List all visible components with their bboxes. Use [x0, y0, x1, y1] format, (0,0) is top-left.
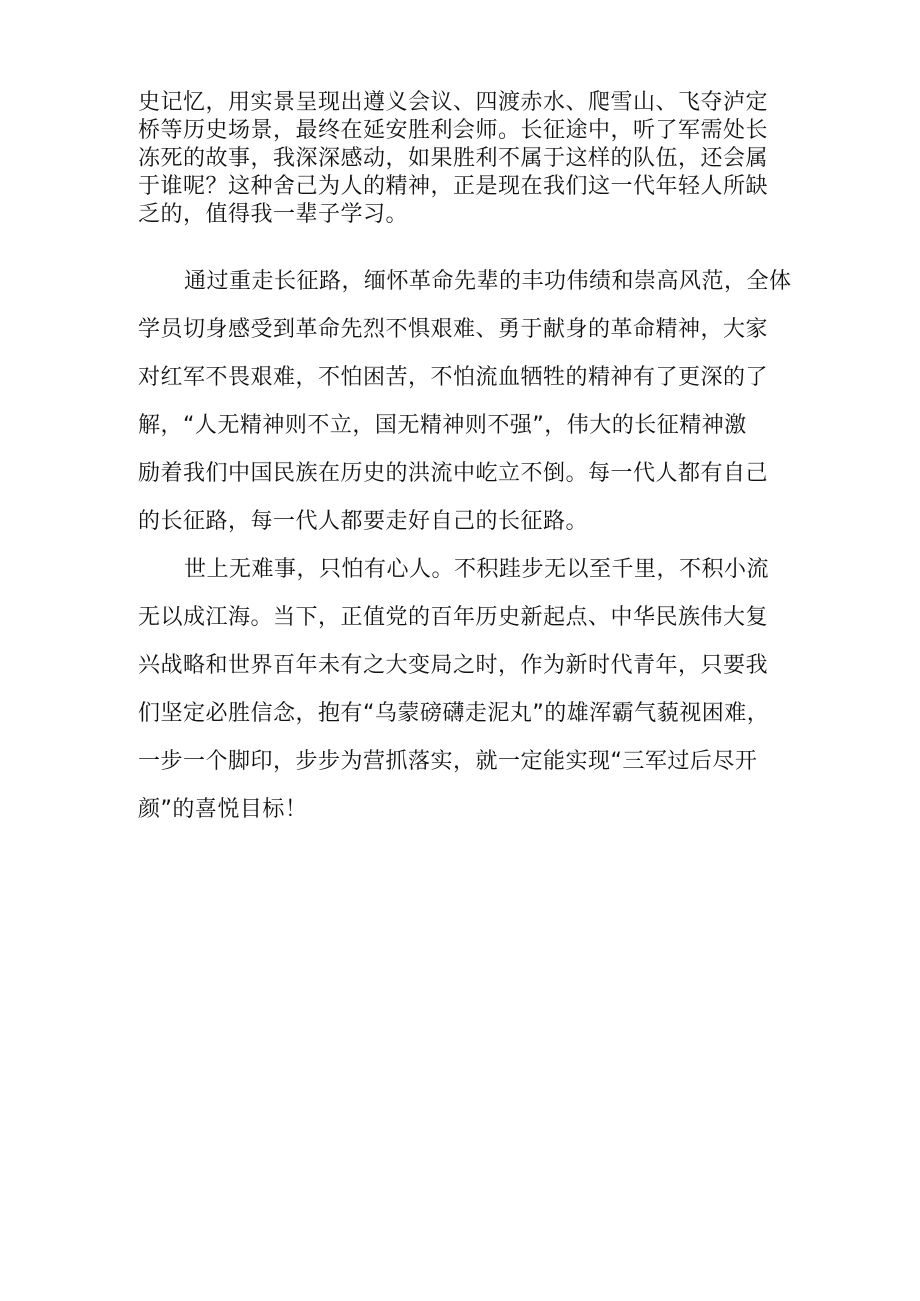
paragraph-line: 无以成江海。当下，正值党的百年历史新起点、中华民族伟大复 — [138, 605, 769, 630]
paragraph-line: 乏的，值得我一辈子学习。 — [138, 202, 409, 227]
paragraph-line: 解，“人无精神则不立，国无精神则不强”，伟大的长征精神激 — [138, 413, 747, 438]
paragraph-3 — [138, 546, 798, 834]
paragraph-line: 冻死的故事，我深深感动，如果胜利不属于这样的队伍，还会属 — [138, 146, 769, 171]
paragraph-2 — [138, 258, 798, 546]
paragraph-line: 们坚定必胜信念，抱有“乌蒙磅礴走泥丸”的雄浑霸气藐视困难， — [138, 701, 770, 726]
paragraph-line: 一步一个脚印，步步为营抓落实，就一定能实现“三军过后尽开 — [138, 749, 758, 774]
paragraph-1 — [138, 89, 798, 229]
paragraph-line: 世上无难事，只怕有心人。不积跬步无以至千里，不积小流 — [184, 557, 770, 582]
paragraph-line: 史记忆，用实景呈现出遵义会议、四渡赤水、爬雪山、飞夺泸定 — [138, 90, 769, 115]
paragraph-line: 兴战略和世界百年未有之大变局之时，作为新时代青年，只要我 — [138, 653, 769, 678]
paragraph-line: 于谁呢？这种舍己为人的精神，正是现在我们这一代年轻人所缺 — [138, 174, 769, 199]
paragraph-line: 励着我们中国民族在历史的洪流中屹立不倒。每一代人都有自己 — [138, 461, 769, 486]
paragraph-line: 颜”的喜悦目标！ — [138, 797, 308, 822]
paragraph-line: 的长征路，每一代人都要走好自己的长征路。 — [138, 509, 589, 534]
paragraph-line: 桥等历史场景，最终在延安胜利会师。长征途中，听了军需处长 — [138, 118, 769, 143]
paragraph-line: 对红军不畏艰难，不怕困苦，不怕流血牺牲的精神有了更深的了 — [138, 365, 769, 390]
paragraph-line: 通过重走长征路，缅怀革命先辈的丰功伟绩和崇高风范，全体 — [184, 269, 792, 294]
paragraph-line: 学员切身感受到革命先烈不惧艰难、勇于献身的革命精神，大家 — [138, 317, 769, 342]
